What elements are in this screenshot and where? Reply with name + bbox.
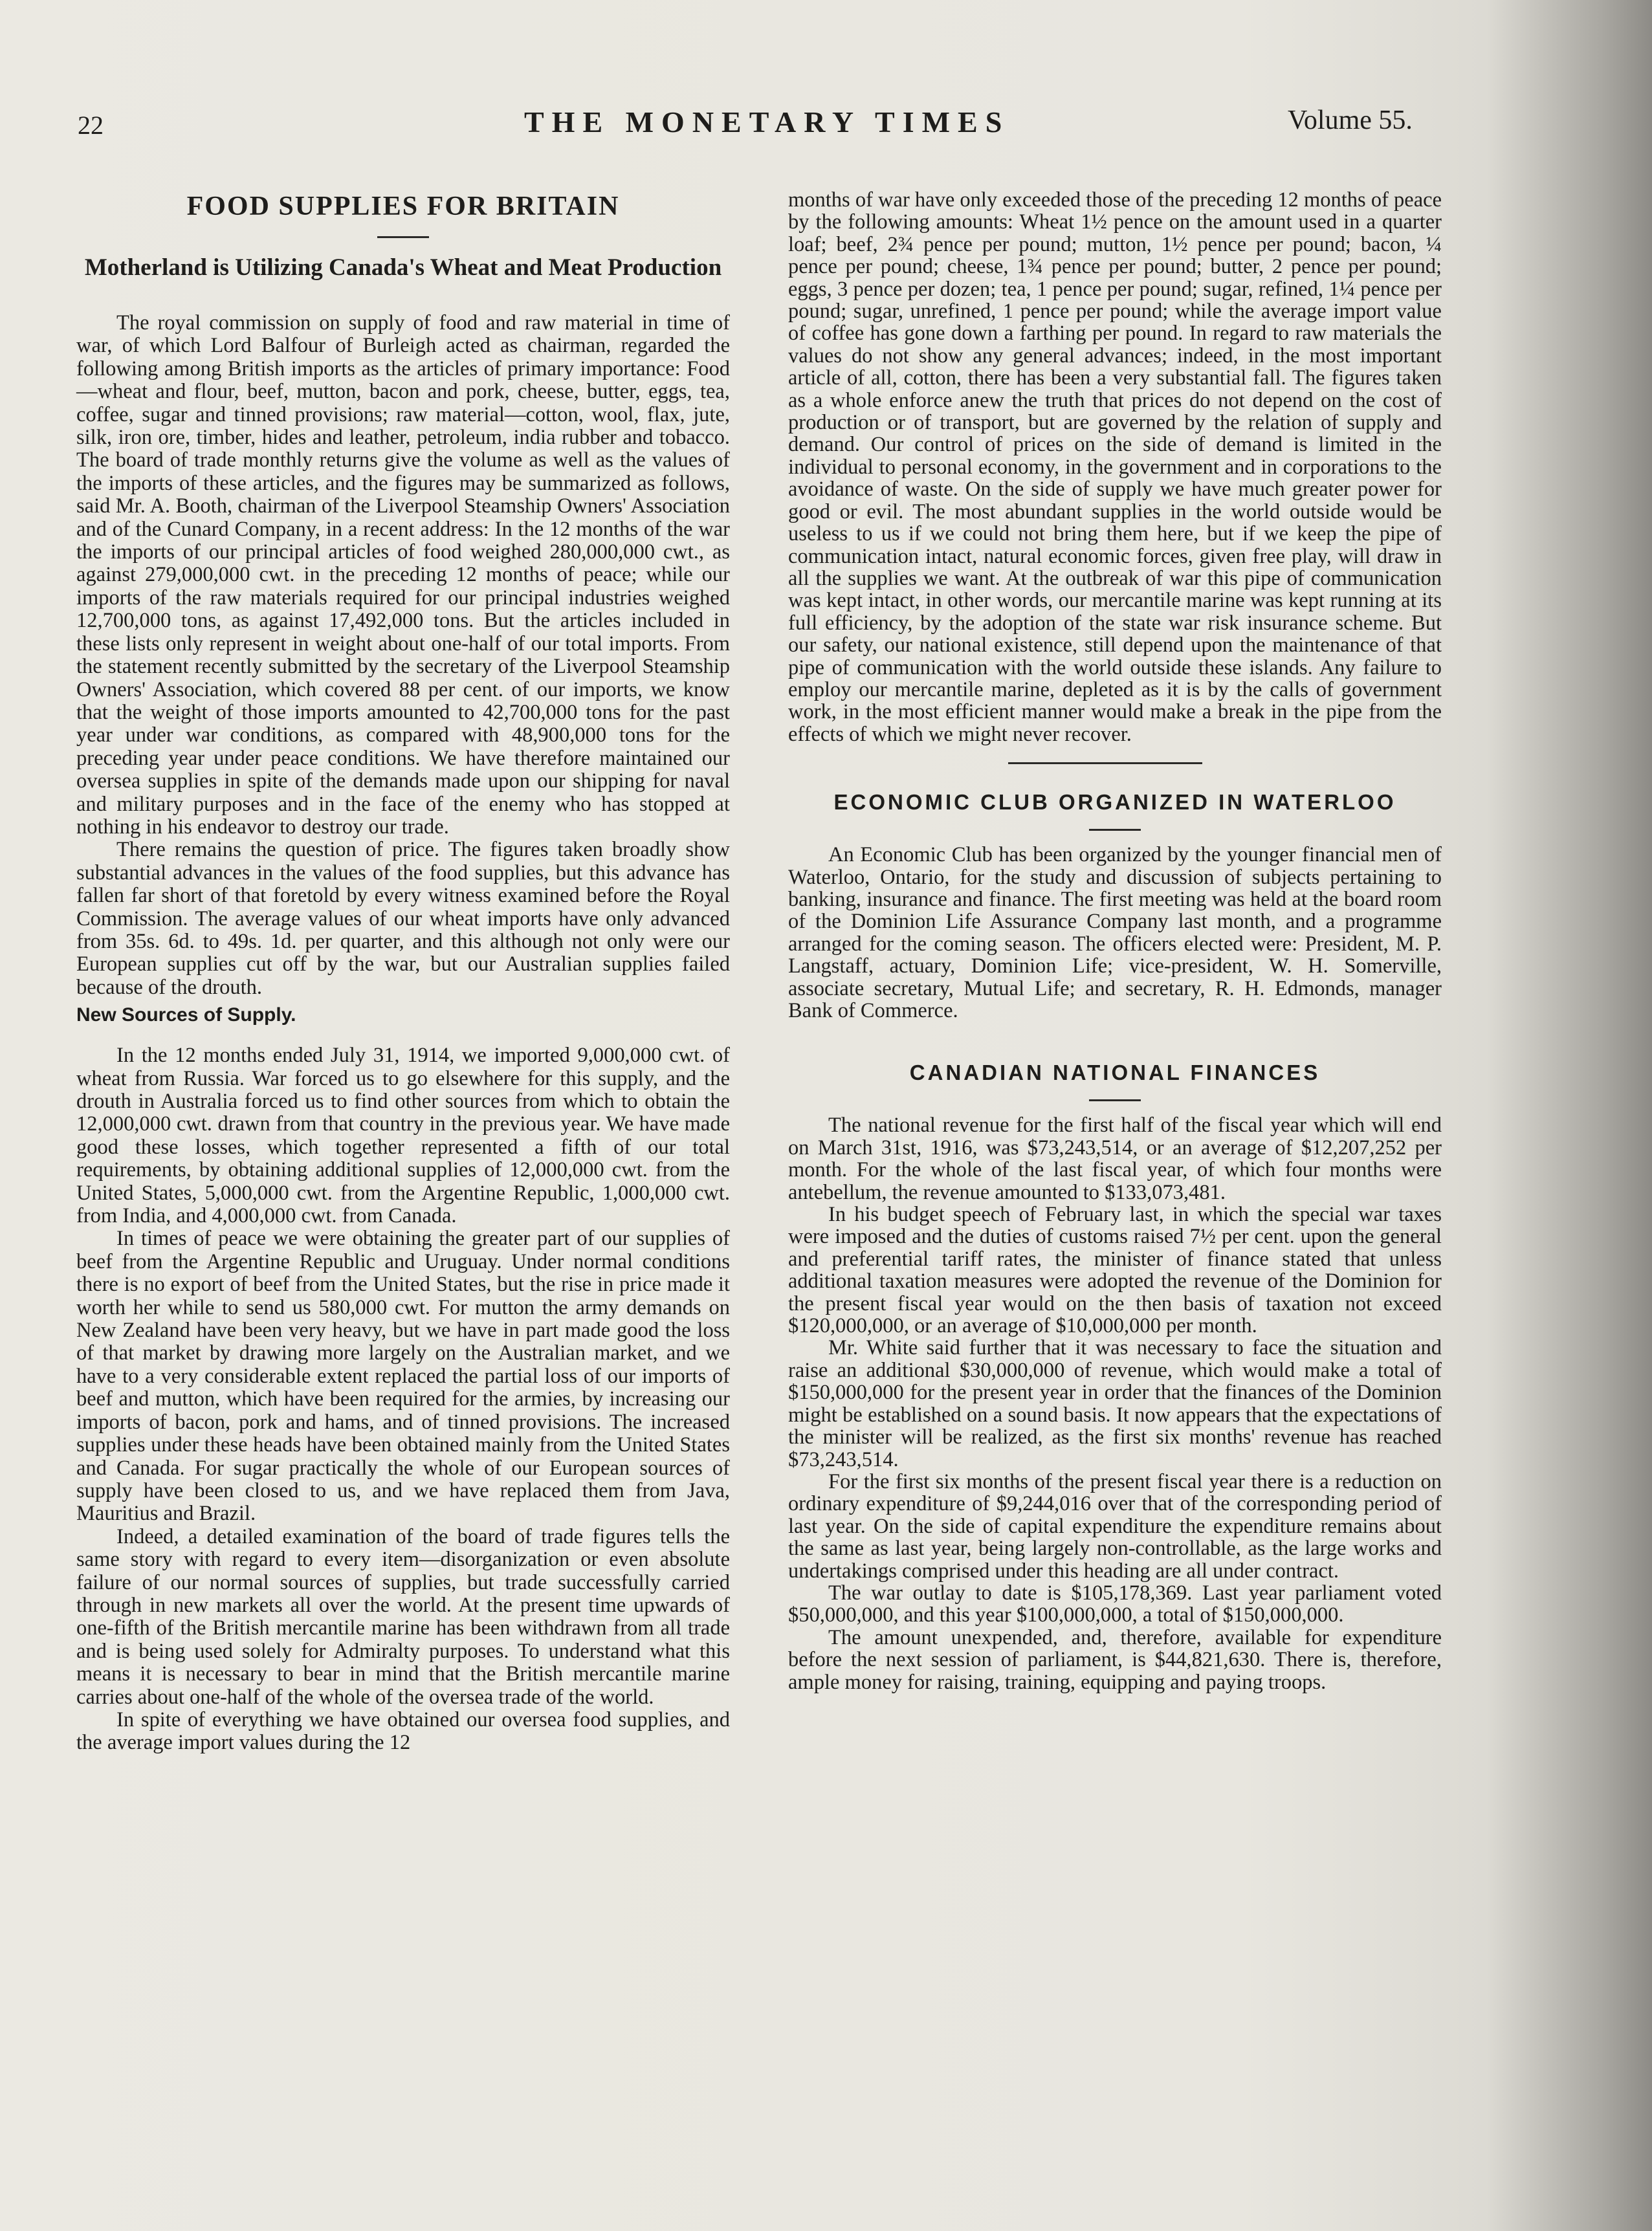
paragraph: For the first six months of the present fiscal year there is a reduction on ordinary expenditure of $9,244,016 over that of the corresponding period of last year. On the side of capital expenditure the expenditure remains about the same as last year, being largely non-controllable, as the large works and undertakings comprised under this heading are all under contract. (788, 1469, 1442, 1583)
paragraph: The national revenue for the first half of the fiscal year which will end on March 31st, 1916, was $73,243,514, or an average of $12,207,252 per month. For the whole of the last fiscal year, of which four months were antebellum, the revenue amounted to $133,073,481. (788, 1114, 1442, 1204)
paragraph: Indeed, a detailed examination of the board of trade figures tells the same story with regard to every item—disorganization or even absolute failure of our normal sources of supplies, but trade successfully carried through in new markets all over the world. At the present time upwards of one-fifth of the British mercantile marine has been withdrawn from all trade and is being used solely for Admiralty purposes. To understand what this means it is necessary to bear in mind that the British mercantile marine carries about one-half of the whole of the oversea trade of the world. (76, 1524, 730, 1709)
paragraph: In his budget speech of February last, in which the special war taxes were imposed and the duties of customs raised 7½ per cent. upon the general and preferential tariff rates, the minister of finance stated that unless additional taxation measures were adopted the revenue of the Dominion for the present fiscal year would on the then basis of taxation not exceed $120,000,000, or an average of $10,000,000 per month. (788, 1203, 1442, 1338)
volume-label: Volume 55. (1288, 105, 1413, 135)
paragraph: Mr. White said further that it was necessary to face the situation and raise an additional $30,000,000 of revenue, which would make a total of $150,000,000 for the present year in order that the finances of the Dominion might be established on a sound basis. It now appears that the expectations of the minister will be realized, as the first six months' revenue has reached $73,243,514. (788, 1336, 1442, 1471)
left-column (76, 184, 730, 1755)
article-subtitle: Motherland is Utilizing Canada's Wheat and Meat Production (84, 254, 722, 281)
title-divider (377, 236, 429, 238)
paragraph: In spite of everything we have obtained our oversea food supplies, and the average import values during the 12 (76, 1708, 730, 1755)
paragraph: The royal commission on supply of food and raw material in time of war, of which Lord Balfour of Burleigh acted as chairman, regarded the following among British imports as the articles of primary importance: Food—wheat and flour, beef, mutton, bacon and pork, cheese, butter, eggs, tea, coffee, sugar and tinned provisions; raw material—cotton, wool, flax, jute, silk, iron ore, timber, hides and leather, petroleum, india rubber and tobacco. The board of trade monthly returns give the volume as well as the values of the imports of these articles, and the figures may be summarized as follows, said Mr. A. Booth, chairman of the Liverpool Steamship Owners' Association and of the Cunard Company, in a recent address: In the 12 months of the war the imports of our principal articles of food weighed 280,000,000 cwt., as against 279,000,000 cwt. in the preceding 12 months of peace; while our imports of the raw materials required for our principal industries weighed 12,700,000 tons, as against 17,492,000 tons. But the articles included in these lists only represent in weight about one-half of our total imports. From the statement recently submitted by the secretary of the Liverpool Steamship Owners' Association, which covered 88 per cent. of our imports, we know that the weight of those imports amounted to 42,700,000 tons for the past year under war conditions, as compared with 48,900,000 tons for the preceding year under peace conditions. We have therefore maintained our oversea supplies in spite of the demands made upon our shipping for naval and military purposes and in the face of the enemy who has stopped at nothing in his endeavor to destroy our trade. (76, 311, 730, 839)
article-title-economic-club: ECONOMIC CLUB ORGANIZED IN WATERLOO (833, 790, 1396, 815)
title-divider (1089, 829, 1141, 831)
page-number: 22 (78, 111, 104, 140)
article-title-canadian-finances: CANADIAN NATIONAL FINANCES (909, 1061, 1321, 1085)
paragraph: In times of peace we were obtaining the greater part of our supplies of beef from the Argentine Republic and Uruguay. Under normal conditions there is no export of beef from the United States, but the rise in price made it worth her while to send us 580,000 cwt. For mutton the army demands on New Zealand have been very heavy, but we have in part made good the loss of that market by drawing more largely on the Australian market, and we have to a very considerable extent replaced the partial loss of our imports of beef and mutton, which have been required for the armies, by increasing our imports of bacon, pork and hams, and of tinned provisions. The increased supplies under these heads have been obtained mainly from the United States and Canada. For sugar practically the whole of our European sources of supply have been closed to us, and we have replaced them from Java, Mauritius and Brazil. (76, 1227, 730, 1526)
paragraph: The amount unexpended, and, therefore, available for expenditure before the next session of parliament, is $44,821,630. There is, therefore, ample money for raising, training, equipping and paying troops. (788, 1625, 1442, 1694)
publication-title: THE MONETARY TIMES (524, 105, 1010, 138)
paragraph: An Economic Club has been organized by the younger financial men of Waterloo, Ontario, for the study and discussion of subjects pertaining to banking, insurance and finance. The first meeting was held at the board room of the Dominion Life Assurance Company last month, and a programme arranged for the coming season. The officers elected were: President, M. P. Langstaff, actuary, Dominion Life; vice-president, W. H. Somerville, associate secretary, Mutual Life; and secretary, R. H. Edmonds, manager Bank of Commerce. (788, 843, 1442, 1022)
title-divider (1089, 1099, 1141, 1101)
paragraph: The war outlay to date is $105,178,369. Last year parliament voted $50,000,000, and this year $100,000,000, a total of $150,000,000. (788, 1581, 1442, 1627)
right-column (788, 189, 1442, 1693)
article-title-food-supplies: FOOD SUPPLIES FOR BRITAIN (186, 192, 620, 221)
paragraph-continued: months of war have only exceeded those of the preceding 12 months of peace by the following amounts: Wheat 1½ pence on the amount used in a quarter loaf; beef, 2¾ pence per pound; mutton, 1½ pence per pound; bacon, ¼ pence per pound; cheese, 1¾ pence per pound; butter, 2 pence per pound; eggs, 3 pence per dozen; tea, 1 pence per pound; sugar, refined, 1¼ pence per pound; sugar, unrefined, 1 pence per pound; while the average import value of coffee has gone down a farthing per pound. In regard to raw materials the values do not show any general advances; indeed, in the most important article of all, cotton, there has been a very substantial fall. The figures taken as a whole enforce anew the truth that prices do not depend on the cost of production or of transport, but are governed by the relation of supply and demand. Our control of prices on the side of demand is limited in the individual to personal economy, in the government and in corporations to the avoidance of waste. On the side of supply we have much greater power for good or evil. The most abundant supplies in the world outside would be useless to us if we could not bring them here, but if we keep the pipe of communication intact, natural economic forces, given free play, will draw in all the supplies we want. At the outbreak of war this pipe of communication was kept intact, in other words, our mercantile marine was kept running at its full efficiency, by the adoption of the state war risk insurance scheme. But our safety, our national existence, still depend upon the maintenance of that pipe of communication with the world outside these islands. Any failure to employ our mercantile marine, depleted as it is by the calls of government work, in the most efficient manner would make a break in the pipe from the effects of which we might never recover. (788, 188, 1442, 746)
paragraph: There remains the question of price. The figures taken broadly show substantial advances in the values of the food supplies, but this advance has fallen far short of that foretold by every witness examined before the Royal Commission. The average values of our wheat imports have only advanced from 35s. 6d. to 49s. 1d. per quarter, and this although not only were our European supplies cut off by the war, but our Australian supplies failed because of the drouth. (76, 838, 730, 999)
paragraph: In the 12 months ended July 31, 1914, we imported 9,000,000 cwt. of wheat from Russia. War forced us to go elsewhere for this supply, and the drouth in Australia forced us to find other sources from which to obtain the 12,000,000 cwt. drawn from that country in the previous year. We have made good these losses, which together represented a fifth of our total requirements, by obtaining additional supplies of 12,000,000 cwt. from the United States, 5,000,000 cwt. from the Argentine Republic, 1,000,000 cwt. from India, and 4,000,000 cwt. from Canada. (76, 1044, 730, 1228)
page-header (78, 105, 1437, 162)
section-divider (1008, 762, 1202, 764)
side-heading-new-sources: New Sources of Supply. (76, 1004, 296, 1026)
